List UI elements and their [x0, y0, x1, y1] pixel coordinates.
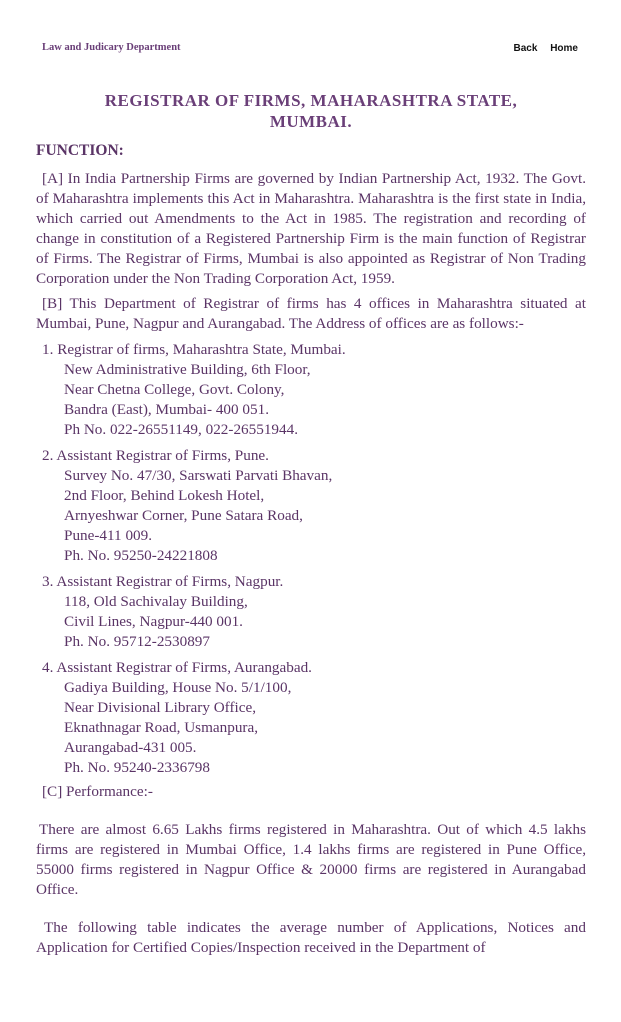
page-title-line-2: MUMBAI.	[269, 112, 353, 131]
table-intro-paragraph: The following table indicates the average number of Applications, Notices and Application for Certified Copies/Inspection received in the Department of	[36, 919, 586, 956]
top-bar	[0, 0, 621, 60]
page-title-line-1: REGISTRAR OF FIRMS, MAHARASHTRA STATE,	[104, 91, 518, 110]
function-heading: FUNCTION:	[36, 142, 124, 159]
paragraph-b: [B] This Department of Registrar of firms has 4 offices in Maharashtra situated at Mumbai, Pune, Nagpur and Aurangabad. The Address of offices are as follows:-	[36, 295, 586, 332]
performance-paragraph: There are almost 6.65 Lakhs firms registered in Maharashtra. Out of which 4.5 lakhs firms are registered in Mumbai Office, 1.4 lakhs firms are registered in Pune Office, 55000 firms registered in Nagpur Office & 20000 firms are registered in Aurangabad Office.	[36, 821, 586, 898]
performance-heading: [C] Performance:-	[42, 783, 153, 800]
address-line: Civil Lines, Nagpur-440 001.	[64, 613, 243, 630]
paragraph-a: [A] In India Partnership Firms are governed by Indian Partnership Act, 1932. The Govt. of Maharashtra implements this Act in Maharashtra. Maharashtra is the first state in India, which carried out Amendments to the Act in 1985. The registration and recording of change in constitution of a Registered Partnership Firm is the main function of Registrar of Firms. The Registrar of Firms, Mumbai is also appointed as Registrar of Non Trading Corporation under the Non Trading Corporation Act, 1959.	[36, 170, 586, 287]
office-address	[36, 572, 586, 652]
phone-line: Ph. No. 95240-2336798	[64, 759, 210, 776]
home-link[interactable]: Home	[550, 43, 578, 54]
office-title: 4. Assistant Registrar of Firms, Aurangabad.	[42, 659, 312, 676]
office-title: 2. Assistant Registrar of Firms, Pune.	[42, 447, 269, 464]
page-title	[36, 90, 586, 132]
address-line: New Administrative Building, 6th Floor,	[64, 361, 311, 378]
address-line: 2nd Floor, Behind Lokesh Hotel,	[64, 487, 265, 504]
office-address	[36, 340, 586, 440]
address-line: Arnyeshwar Corner, Pune Satara Road,	[64, 507, 303, 524]
phone-line: Ph No. 022-26551149, 022-26551944.	[64, 421, 298, 438]
back-link[interactable]: Back	[513, 43, 538, 54]
address-line: Bandra (East), Mumbai- 400 051.	[64, 401, 269, 418]
address-line: Eknathnagar Road, Usmanpura,	[64, 719, 259, 736]
address-line: Aurangabad-431 005.	[64, 739, 197, 756]
address-line: Near Chetna College, Govt. Colony,	[64, 381, 285, 398]
top-nav	[504, 43, 578, 54]
address-line: 118, Old Sachivalay Building,	[64, 593, 248, 610]
office-address	[36, 658, 586, 778]
office-address	[36, 446, 586, 566]
department-name: Law and Judicary Department	[42, 42, 181, 53]
phone-line: Ph. No. 95250-24221808	[64, 547, 218, 564]
address-line: Gadiya Building, House No. 5/1/100,	[64, 679, 292, 696]
address-line: Pune-411 009.	[64, 527, 153, 544]
office-title: 3. Assistant Registrar of Firms, Nagpur.	[42, 573, 284, 590]
office-title: 1. Registrar of firms, Maharashtra State, Mumbai.	[42, 341, 346, 358]
phone-line: Ph. No. 95712-2530897	[64, 633, 210, 650]
address-line: Survey No. 47/30, Sarswati Parvati Bhavan,	[64, 467, 333, 484]
document-body	[36, 90, 586, 958]
address-line: Near Divisional Library Office,	[64, 699, 257, 716]
